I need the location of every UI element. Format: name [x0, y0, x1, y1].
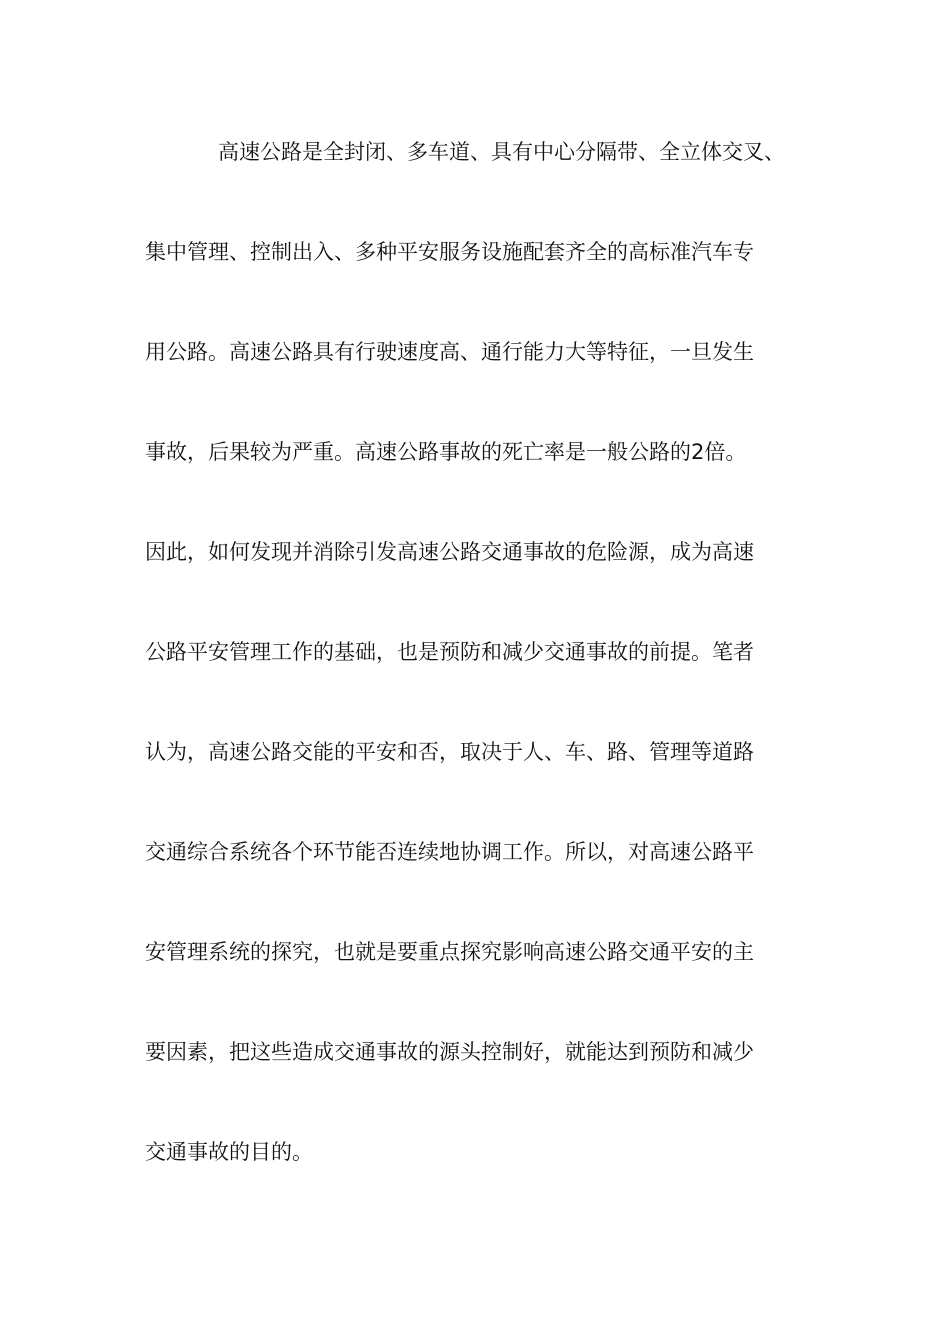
paragraph-line-10: 要因素，把这些造成交通事故的源头控制好，就能达到预防和减少 [145, 1040, 754, 1064]
paragraph-line-7: 认为，高速公路交能的平安和否，取决于人、车、路、管理等道路 [145, 740, 754, 764]
paragraph-line-3: 用公路。高速公路具有行驶速度高、通行能力大等特征，一旦发生 [145, 340, 754, 364]
paragraph-line-2: 集中管理、控制出入、多种平安服务设施配套齐全的高标准汽车专 [145, 240, 754, 264]
paragraph-line-5: 因此，如何发现并消除引发高速公路交通事故的危险源，成为高速 [145, 540, 754, 564]
paragraph-line-6: 公路平安管理工作的基础，也是预防和减少交通事故的前提。笔者 [145, 640, 754, 664]
paragraph-line-11: 交通事故的目的。 [145, 1140, 313, 1164]
paragraph-line-8: 交通综合系统各个环节能否连续地协调工作。所以，对高速公路平 [145, 840, 754, 864]
paragraph-line-9: 安管理系统的探究，也就是要重点探究影响高速公路交通平安的主 [145, 940, 754, 964]
body-paragraph [145, 130, 845, 1230]
paragraph-line-1: 高速公路是全封闭、多车道、具有中心分隔带、全立体交叉、 [218, 140, 785, 164]
paragraph-line-4: 事故，后果较为严重。高速公路事故的死亡率是一般公路的2倍。 [145, 440, 747, 464]
